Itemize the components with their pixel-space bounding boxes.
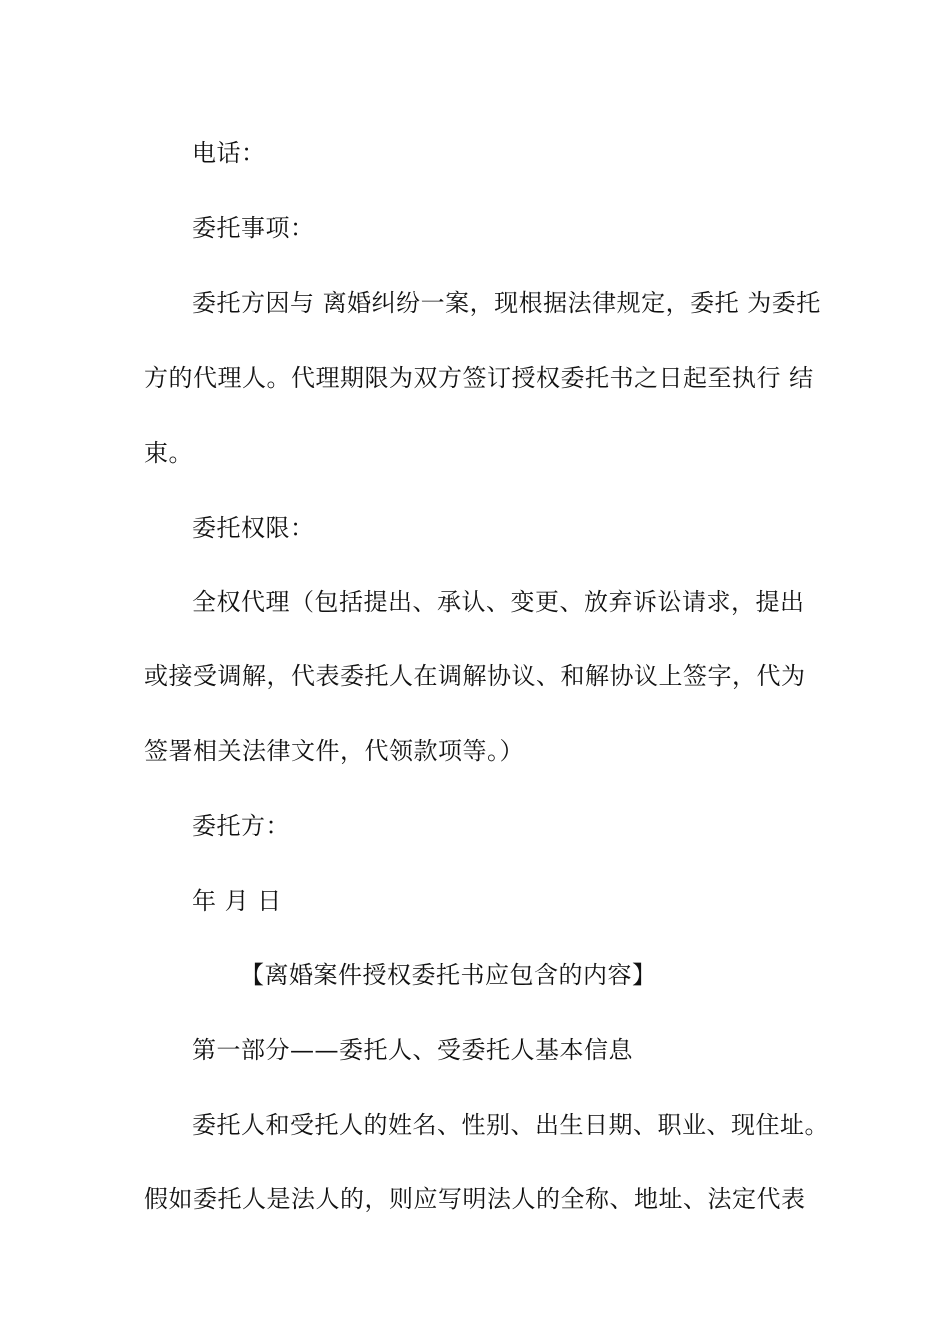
entrusted-matters-label: 委托事项： bbox=[192, 214, 315, 242]
section-heading: 【离婚案件授权委托书应包含的内容】 bbox=[240, 961, 657, 989]
entrusted-matters-text-line-1: 委托方因与 离婚纠纷一案，现根据法律规定，委托 为委托 bbox=[192, 289, 821, 317]
authority-text-line-1: 全权代理（包括提出、承认、变更、放弃诉讼请求，提出 bbox=[192, 588, 805, 616]
authority-text-line-2: 或接受调解，代表委托人在调解协议、和解协议上签字，代为 bbox=[144, 662, 806, 690]
entrusted-matters-text-line-2: 方的代理人。代理期限为双方签订授权委托书之日起至执行 结 bbox=[144, 364, 814, 392]
authority-text-line-3: 签署相关法律文件，代领款项等。） bbox=[144, 737, 524, 765]
date-line: 年 月 日 bbox=[192, 887, 282, 915]
part-one-text-line-2: 假如委托人是法人的，则应写明法人的全称、地址、法定代表 bbox=[144, 1185, 806, 1213]
phone-label: 电话： bbox=[192, 139, 266, 167]
part-one-text-line-1: 委托人和受托人的姓名、性别、出生日期、职业、现住址。 bbox=[192, 1111, 829, 1139]
part-one-title: 第一部分——委托人、受委托人基本信息 bbox=[192, 1036, 633, 1064]
principal-label: 委托方： bbox=[192, 812, 290, 840]
entrusted-matters-text-line-3: 束。 bbox=[144, 439, 193, 467]
authority-label: 委托权限： bbox=[192, 514, 315, 542]
